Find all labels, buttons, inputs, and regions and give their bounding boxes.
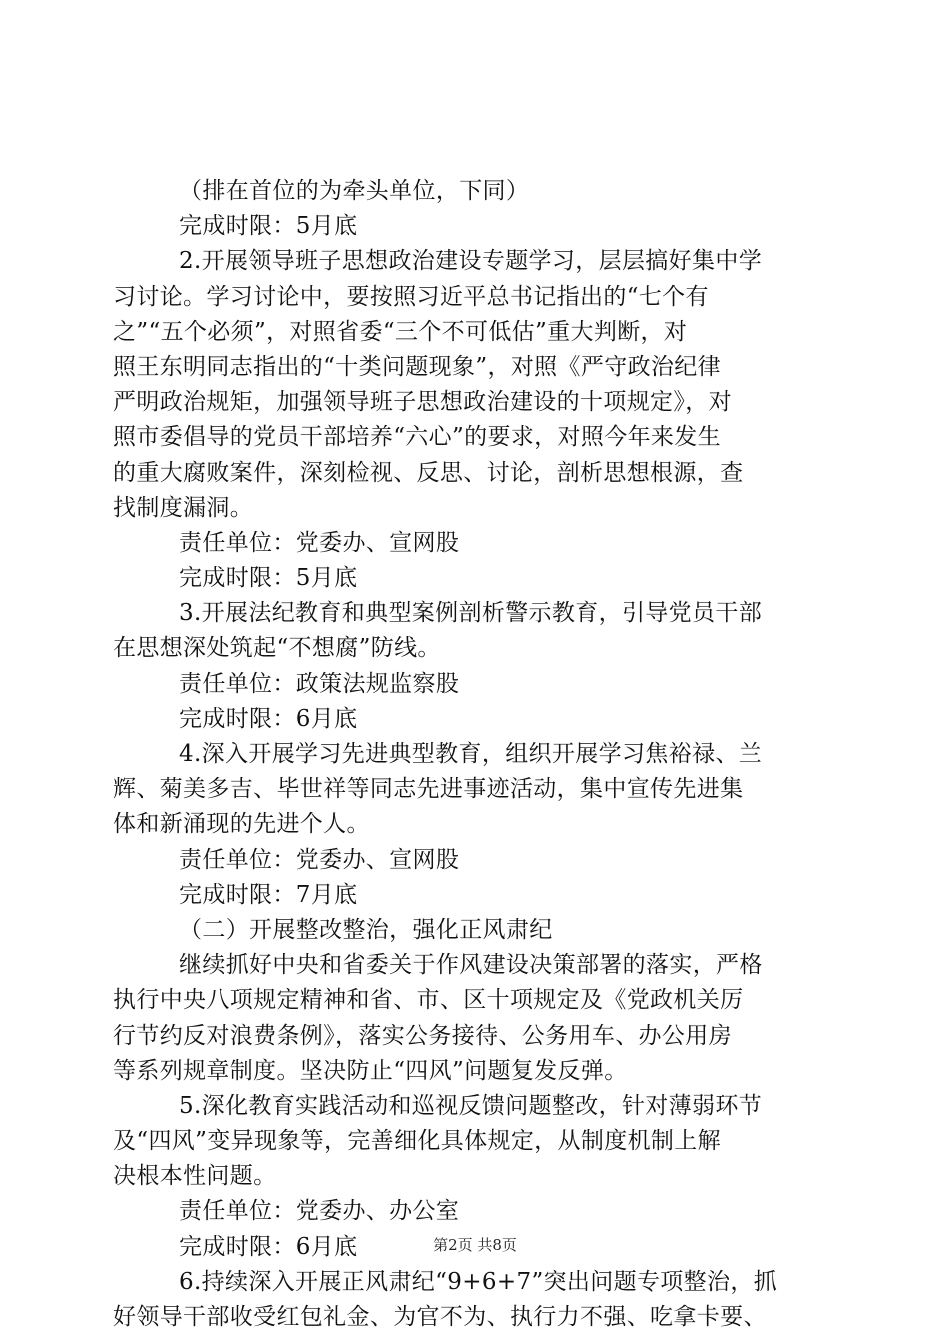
text-line: （二）开展整改整治，强化正风肃纪 — [179, 916, 553, 943]
text-line: 行节约反对浪费条例》，落实公务接待、公务用车、办公用房 — [113, 1022, 732, 1049]
text-line: 2.开展领导班子思想政治建设专题学习，层层搞好集中学 — [179, 248, 763, 275]
text-line: 责任单位：党委办、宣网股 — [179, 529, 460, 556]
text-line: 责任单位：党委办、宣网股 — [179, 846, 460, 873]
text-line: 等系列规章制度。坚决防止“四风”问题复发反弹。 — [113, 1057, 628, 1084]
text-line: 严明政治规矩，加强领导班子思想政治建设的十项规定》，对 — [113, 389, 732, 416]
text-line: 完成时限：5月底 — [179, 213, 358, 240]
text-line: 5.深化教育实践活动和巡视反馈问题整改，针对薄弱环节 — [179, 1092, 763, 1119]
text-line: 6.持续深入开展正风肃纪“9+6+7”突出问题专项整治，抓 — [179, 1268, 778, 1295]
text-line: 责任单位：党委办、办公室 — [179, 1198, 460, 1225]
text-line: 体和新涌现的先进个人。 — [113, 811, 370, 838]
text-line: 完成时限：6月底 — [179, 1233, 358, 1260]
page-footer: 第2页 共8页 — [433, 1236, 517, 1254]
text-line: 执行中央八项规定精神和省、市、区十项规定及《党政机关厉 — [113, 987, 744, 1014]
text-line: 继续抓好中央和省委关于作风建设决策部署的落实，严格 — [179, 952, 763, 979]
text-line: （排在首位的为牵头单位，下同） — [179, 178, 530, 204]
text-line: 找制度漏洞。 — [113, 494, 254, 521]
text-line: 的重大腐败案件，深刻检视、反思、讨论，剖析思想根源，查 — [113, 459, 744, 486]
text-line: 4.深入开展学习先进典型教育，组织开展学习焦裕禄、兰 — [179, 741, 763, 767]
text-line: 完成时限：7月底 — [179, 881, 358, 908]
text-line: 照市委倡导的党员干部培养“六心”的要求，对照今年来发生 — [113, 424, 721, 451]
text-line: 好领导干部收受红包礼金、为官不为、执行力不强、吃拿卡要、 — [113, 1304, 767, 1330]
text-line: 照王东明同志指出的“十类问题现象”，对照《严守政治纪律 — [113, 353, 721, 380]
text-line: 及“四风”变异现象等，完善细化具体规定，从制度机制上解 — [113, 1128, 721, 1155]
text-line: 之”“五个必须”，对照省委“三个不可低估”重大判断，对 — [113, 318, 688, 345]
text-line: 习讨论。学习讨论中，要按照习近平总书记指出的“七个有 — [113, 283, 709, 310]
text-line: 在思想深处筑起“不想腐”防线。 — [113, 635, 441, 662]
text-line: 3.开展法纪教育和典型案例剖析警示教育，引导党员干部 — [179, 600, 763, 627]
text-line: 辉、菊美多吉、毕世祥等同志先进事迹活动，集中宣传先进集 — [113, 776, 744, 803]
text-line: 完成时限：5月底 — [179, 565, 358, 592]
document-body — [113, 174, 838, 1335]
text-line: 责任单位：政策法规监察股 — [179, 670, 460, 697]
text-line: 决根本性问题。 — [113, 1163, 277, 1190]
text-line: 完成时限：6月底 — [179, 705, 358, 732]
